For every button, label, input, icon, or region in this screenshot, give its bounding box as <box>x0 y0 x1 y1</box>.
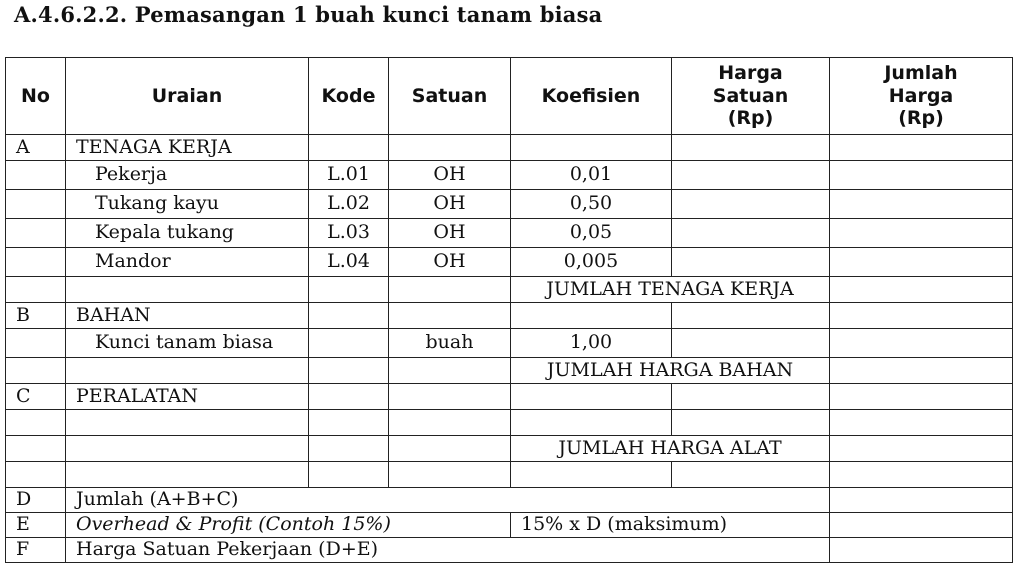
row-uraian: Mandor <box>66 248 309 277</box>
page-title: A.4.6.2.2. Pemasangan 1 buah kunci tanam biasa <box>14 2 603 27</box>
header-satuan: Satuan <box>389 58 511 135</box>
section-a-row <box>6 135 1013 161</box>
summary-e-no: E <box>6 513 66 538</box>
table-row <box>6 410 1013 436</box>
table-row <box>6 329 1013 358</box>
section-c-row <box>6 384 1013 410</box>
summary-e-row <box>6 513 1013 538</box>
section-c-no: C <box>6 384 66 410</box>
table-row <box>6 219 1013 248</box>
row-koefisien: 0,01 <box>511 161 672 190</box>
summary-d-label: Jumlah (A+B+C) <box>66 488 830 513</box>
header-no: No <box>6 58 66 135</box>
section-b-no: B <box>6 303 66 329</box>
row-koefisien: 1,00 <box>511 329 672 358</box>
row-uraian: Kunci tanam biasa <box>66 329 309 358</box>
row-kode: L.01 <box>309 161 389 190</box>
section-a-total-label: JUMLAH TENAGA KERJA <box>511 277 830 303</box>
section-c-total-row <box>6 436 1013 462</box>
summary-d-no: D <box>6 488 66 513</box>
summary-d-row <box>6 488 1013 513</box>
row-uraian: Tukang kayu <box>66 190 309 219</box>
table-row <box>6 462 1013 488</box>
row-kode: L.02 <box>309 190 389 219</box>
summary-f-no: F <box>6 538 66 563</box>
row-kode: L.03 <box>309 219 389 248</box>
section-b-label: BAHAN <box>66 303 309 329</box>
header-harga-satuan: Harga Satuan (Rp) <box>672 58 830 135</box>
table-row <box>6 161 1013 190</box>
section-a-label: TENAGA KERJA <box>66 135 309 161</box>
row-satuan: OH <box>389 190 511 219</box>
row-kode <box>309 329 389 358</box>
section-b-total-row <box>6 358 1013 384</box>
row-koefisien: 0,50 <box>511 190 672 219</box>
row-koefisien: 0,05 <box>511 219 672 248</box>
section-b-row <box>6 303 1013 329</box>
summary-f-row <box>6 538 1013 563</box>
row-satuan: OH <box>389 248 511 277</box>
table-row <box>6 190 1013 219</box>
section-a-no: A <box>6 135 66 161</box>
section-c-total-label: JUMLAH HARGA ALAT <box>511 436 830 462</box>
header-jumlah-harga: Jumlah Harga (Rp) <box>830 58 1013 135</box>
section-c-label: PERALATAN <box>66 384 309 410</box>
row-koefisien: 0,005 <box>511 248 672 277</box>
section-b-total-label: JUMLAH HARGA BAHAN <box>511 358 830 384</box>
summary-f-label: Harga Satuan Pekerjaan (D+E) <box>66 538 830 563</box>
row-uraian: Kepala tukang <box>66 219 309 248</box>
table-header-row <box>6 58 1013 135</box>
row-satuan: OH <box>389 161 511 190</box>
header-koefisien: Koefisien <box>511 58 672 135</box>
header-kode: Kode <box>309 58 389 135</box>
summary-e-formula: 15% x D (maksimum) <box>511 513 830 538</box>
table-row <box>6 248 1013 277</box>
row-kode: L.04 <box>309 248 389 277</box>
price-analysis-table <box>5 57 1013 563</box>
header-uraian: Uraian <box>66 58 309 135</box>
summary-e-label: Overhead & Profit (Contoh 15%) <box>66 513 511 538</box>
row-satuan: OH <box>389 219 511 248</box>
row-uraian: Pekerja <box>66 161 309 190</box>
section-a-total-row <box>6 277 1013 303</box>
row-satuan: buah <box>389 329 511 358</box>
